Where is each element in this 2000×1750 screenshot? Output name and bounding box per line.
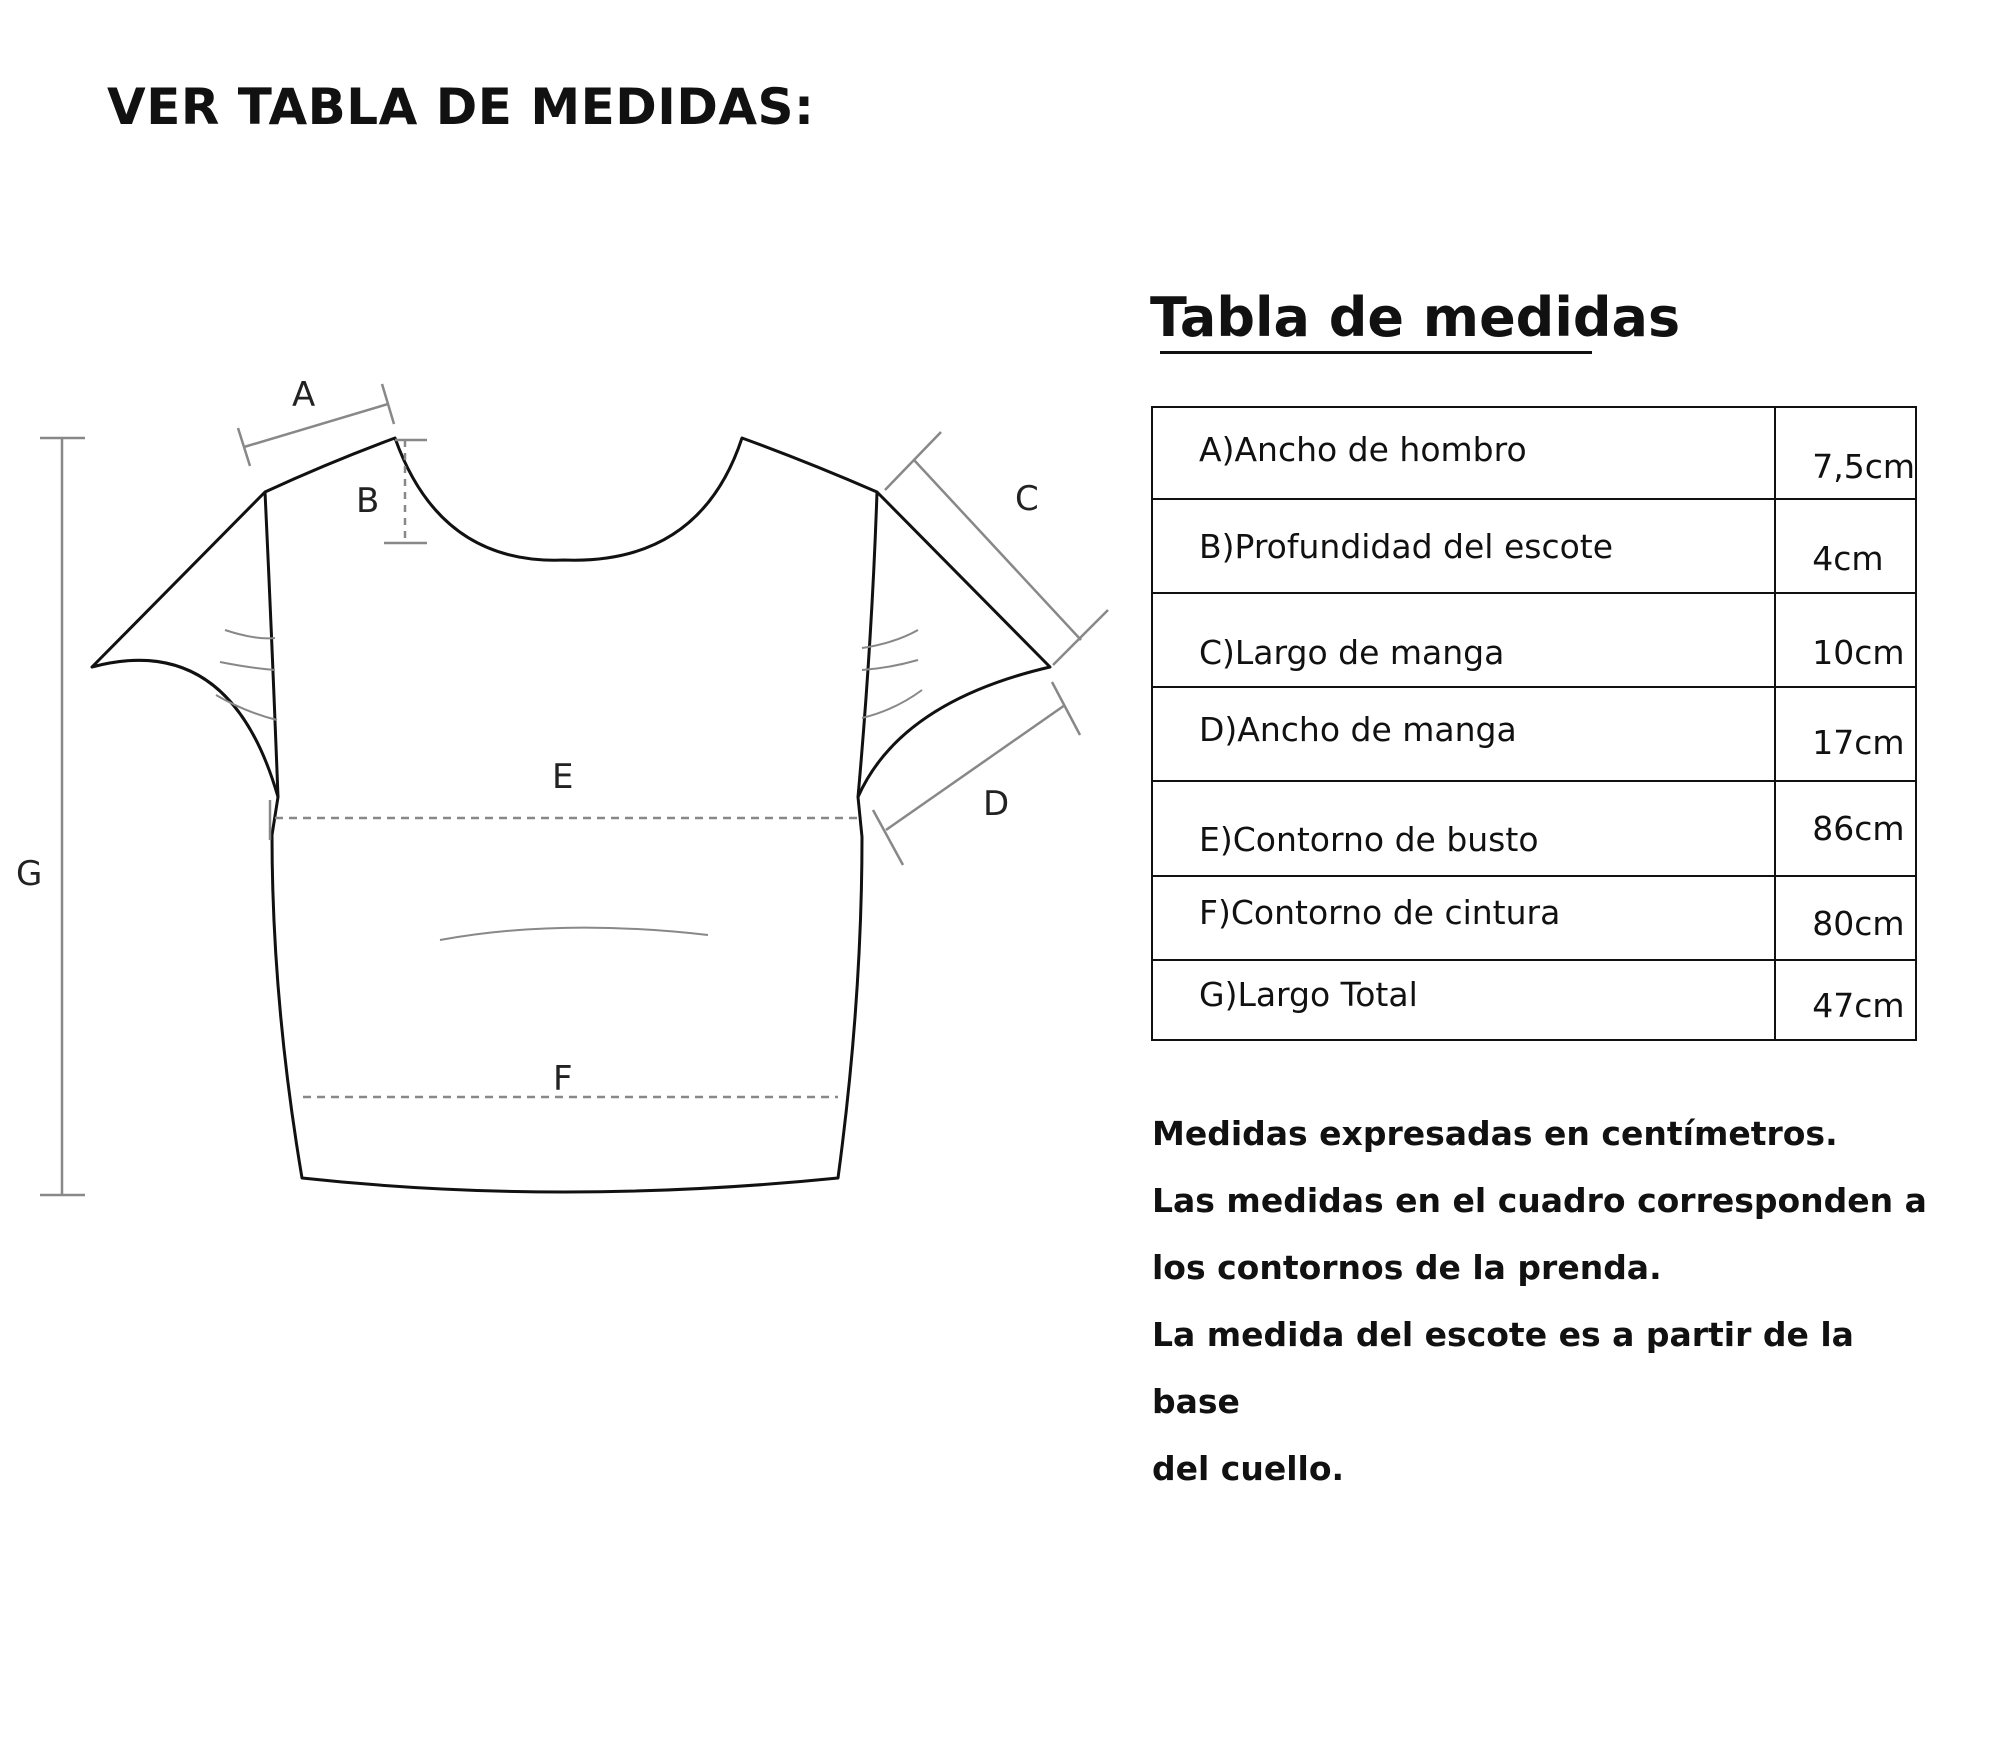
- garment-diagram: [0, 0, 1120, 1250]
- row-value: 17cm: [1775, 687, 1916, 781]
- label-b: B: [356, 481, 380, 521]
- sleeve-folds-left: [216, 630, 277, 720]
- measure-e: [270, 800, 862, 840]
- row-value: 7,5cm: [1775, 407, 1916, 499]
- note-line: Medidas expresadas en centímetros.: [1152, 1114, 1838, 1153]
- table-title-underline: [1160, 351, 1592, 354]
- row-label: G)Largo Total: [1152, 960, 1775, 1040]
- row-value: 10cm: [1775, 593, 1916, 687]
- table-row: [1152, 499, 1916, 593]
- row-label: B)Profundidad del escote: [1152, 499, 1775, 593]
- size-table: [1151, 406, 1917, 1041]
- measure-c: [885, 432, 1108, 665]
- row-label: D)Ancho de manga: [1152, 687, 1775, 781]
- notes: [1152, 1100, 1952, 1502]
- row-value: 86cm: [1775, 781, 1916, 876]
- row-value: 47cm: [1775, 960, 1916, 1040]
- row-value: 80cm: [1775, 876, 1916, 960]
- right-armhole-seam: [858, 492, 877, 797]
- label-c: C: [1015, 479, 1039, 519]
- table-title: Tabla de medidas: [1150, 286, 1681, 349]
- table-row: [1152, 876, 1916, 960]
- table-row: [1152, 960, 1916, 1040]
- table-row: [1152, 593, 1916, 687]
- table-row: [1152, 687, 1916, 781]
- measure-g: [40, 438, 85, 1195]
- label-f: F: [553, 1059, 573, 1099]
- page-heading: VER TABLA DE MEDIDAS:: [107, 78, 815, 136]
- row-label: F)Contorno de cintura: [1152, 876, 1775, 960]
- label-a: A: [292, 375, 316, 415]
- row-label: C)Largo de manga: [1152, 593, 1775, 687]
- note-line: Las medidas en el cuadro corresponden a: [1152, 1181, 1927, 1220]
- note-line: La medida del escote es a partir de la base: [1152, 1315, 1854, 1421]
- label-e: E: [552, 757, 574, 797]
- table-row: [1152, 407, 1916, 499]
- note-line: del cuello.: [1152, 1449, 1345, 1488]
- measure-a: [238, 384, 394, 466]
- row-value: 4cm: [1775, 499, 1916, 593]
- label-d: D: [983, 784, 1010, 824]
- row-label: E)Contorno de busto: [1152, 781, 1775, 876]
- table-row: [1152, 781, 1916, 876]
- measure-d: [873, 682, 1080, 865]
- note-line: los contornos de la prenda.: [1152, 1248, 1662, 1287]
- left-armhole-seam: [265, 492, 278, 797]
- body-fold: [440, 928, 708, 940]
- label-g: G: [16, 854, 43, 894]
- row-label: A)Ancho de hombro: [1152, 407, 1775, 499]
